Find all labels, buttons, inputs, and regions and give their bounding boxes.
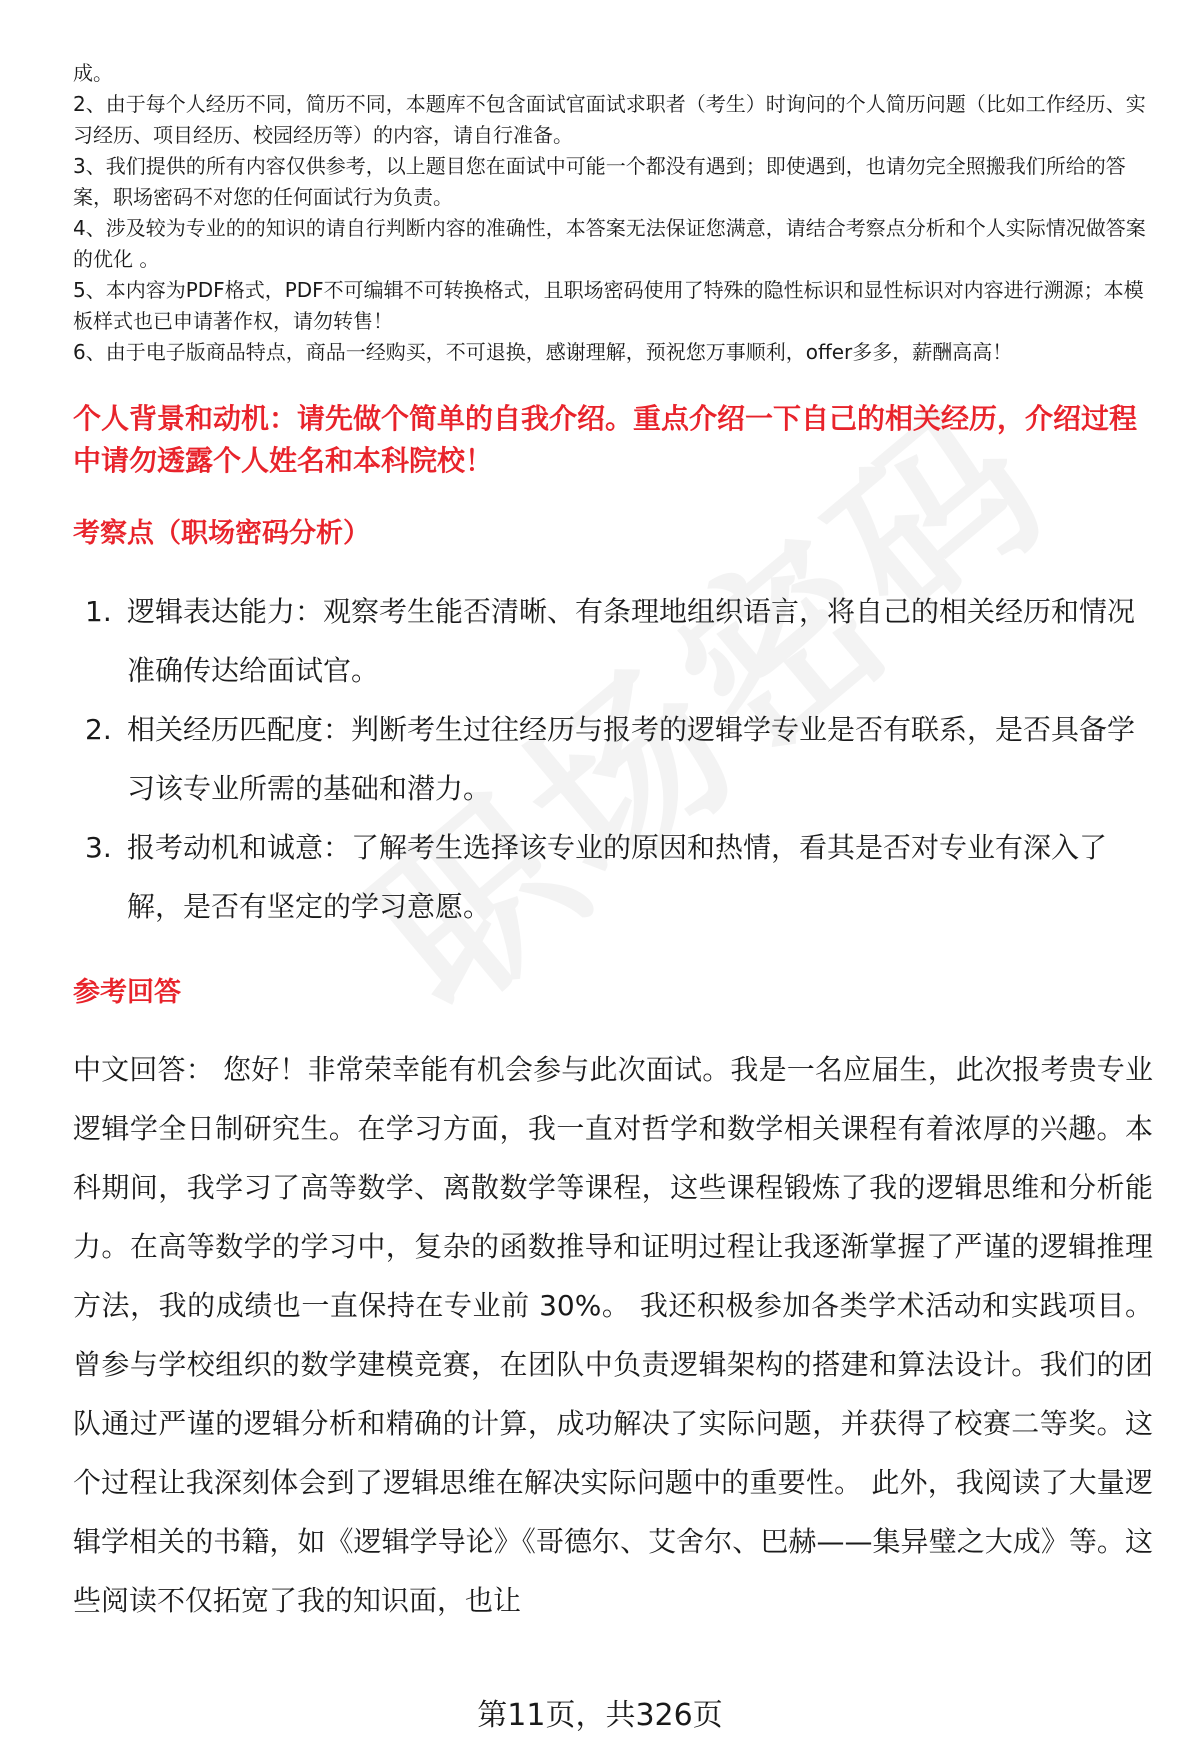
- list-number: 3.: [85, 831, 112, 864]
- page-footer: 第11页，共326页: [477, 1698, 723, 1733]
- list-text: 逻辑表达能力：观察考生能否清晰、有条理地组织语言，将自己的相关经历和情况准确传达给面试官。: [127, 595, 1136, 687]
- question-title: 个人背景和动机：请先做个简单的自我介绍。重点介绍一下自己的相关经历，介绍过程中请勿透露个人姓名和本科院校！: [73, 402, 1138, 477]
- list-text: 报考动机和诚意：了解考生选择该专业的原因和热情，看其是否对专业有深入了解，是否有坚定的学习意愿。: [127, 831, 1108, 923]
- answer-text: 中文回答： 您好！非常荣幸能有机会参与此次面试。我是一名应届生，此次报考贵专业逻辑学全日制研究生。在学习方面，我一直对哲学和数学相关课程有着浓厚的兴趣。本科期间，我学习了高等数学、离散数学等课程，这些课程锻炼了我的逻辑思维和分析能力。在高等数学的学习中，复杂的函数推导和证明过程让我逐渐掌握了严谨的逻辑推理方法，我的成绩也一直保持在专业前 30%。 我还积极参加各类学术活动和实践项目。曾参与学校组织的数学建模竞赛，在团队中负责逻辑架构的搭建和算法设计。我们的团队通过严谨的逻辑分析和精确的计算，成功解决了实际问题，并获得了校赛二等奖。这个过程让我深刻体会到了逻辑思维在解决实际问题中的重要性。 此外，我阅读了大量逻辑学相关的书籍，如《逻辑学导论》《哥德尔、艾舍尔、巴赫——集异璧之大成》等。这些阅读不仅拓宽了我的知识面，也让: [73, 1053, 1153, 1617]
- list-item: [85, 582, 1145, 700]
- list-item: [85, 700, 1145, 818]
- list-item: [85, 818, 1145, 936]
- list-number: 1.: [85, 595, 112, 628]
- list-number: 2.: [85, 713, 112, 746]
- list-text: 相关经历匹配度：判断考生过往经历与报考的逻辑学专业是否有联系，是否具备学习该专业所需的基础和潜力。: [127, 713, 1136, 805]
- note-line: 成。: [73, 61, 113, 85]
- answer-title: 参考回答: [73, 977, 181, 1008]
- notes-section: [73, 58, 1148, 368]
- note-line: 3、我们提供的所有内容仅供参考，以上题目您在面试中可能一个都没有遇到；即使遇到，也请勿完全照搬我们所给的答案，职场密码不对您的任何面试行为负责。: [73, 154, 1126, 209]
- kaochadian-list: [85, 582, 1145, 936]
- note-line: 4、涉及较为专业的的知识的请自行判断内容的准确性，本答案无法保证您满意，请结合考察点分析和个人实际情况做答案的优化 。: [73, 216, 1146, 271]
- note-line: 5、本内容为PDF格式，PDF不可编辑不可转换格式，且职场密码使用了特殊的隐性标识和显性标识对内容进行溯源；本模板样式也已申请著作权，请勿转售！: [73, 278, 1144, 333]
- note-line: 6、由于电子版商品特点，商品一经购买，不可退换，感谢理解，预祝您万事顺利，offer多多，薪酬高高！: [73, 340, 1013, 364]
- note-line: 2、由于每个人经历不同，简历不同，本题库不包含面试官面试求职者（考生）时询问的个人简历问题（比如工作经历、实习经历、项目经历、校园经历等）的内容，请自行准备。: [73, 92, 1146, 147]
- kaochadian-title: 考察点（职场密码分析）: [73, 518, 370, 549]
